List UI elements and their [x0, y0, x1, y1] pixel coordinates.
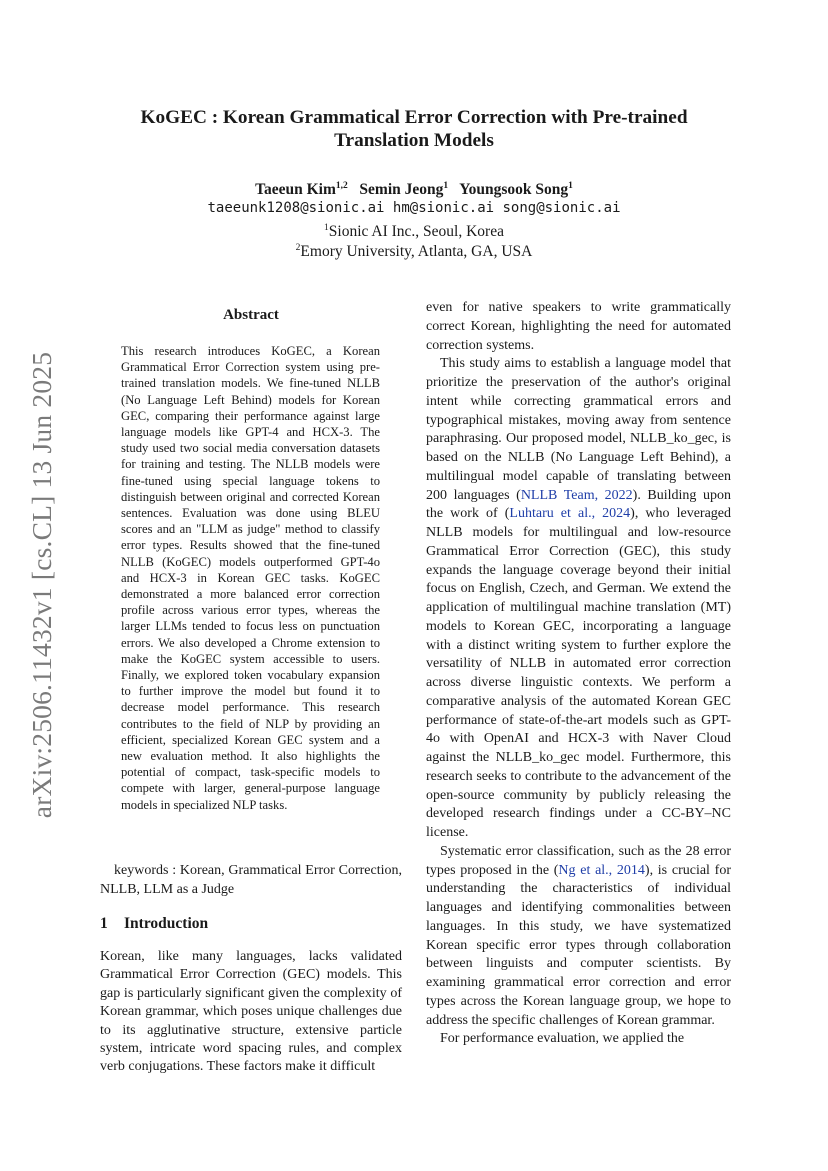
affil-mark: 1: [324, 223, 329, 233]
abstract-body: This research introduces KoGEC, a Korean Grammatical Error Correction system using pre-trained translation models. We fine-tuned NLLB (No Language Left Behind) models for Korean GEC, comparing their performance against large language models like GPT-4 and HCX-3. The study used two social media conversation datasets for training and testing. The NLLB models were fine-tuned using special language tokens to distinguish between original and corrected Korean sentences. Evaluation was done using BLEU scores and an "LLM as judge" method to classify error types. Results showed that the fine-tuned NLLB (KoGEC) models outperformed GPT-4o and HCX-3 in Korean GEC tasks. KoGEC demonstrated a more balanced error correction profile across various error types, whereas the larger LLMs tended to focus less on punctuation errors. We also developed a Chrome extension to make the KoGEC system accessible to users. Finally, we explored token vocabulary expansion to further improve the model but found it to decrease model performance. This research contributes to the field of NLP by providing an efficient, specialized Korean GEC system and a new evaluation method. It also highlights the potential of compact, task-specific models to compete with larger, general-purpose language models in specialized NLP tasks.: [121, 344, 380, 812]
right-column: [426, 299, 731, 1049]
intro-paragraph-left: Korean, like many languages, lacks validated Grammatical Error Correction (GEC) models. This gap is particularly significant given the complexity of Korean grammar, which poses unique challenges due to its agglutinative structure, extensive particle system, intricate word spacing rules, and complex verb conjugations. These factors make it difficult: [100, 949, 402, 1075]
affil-text: Emory University, Atlanta, GA, USA: [300, 243, 533, 261]
paragraph-text: ). Building upon the work of (: [426, 487, 731, 522]
author-name: Taeeun Kim: [255, 181, 336, 199]
citation-link[interactable]: NLLB Team, 2022: [520, 487, 633, 503]
keywords: keywords : Korean, Grammatical Error Correction, NLLB, LLM as a Judge: [100, 863, 402, 897]
section-number: 1: [100, 915, 108, 932]
intro-paragraph-2: [426, 355, 731, 843]
paragraph-text: This study aims to establish a language model that prioritize the preservation of the author's original intent while correcting grammatical errors and typographical mistakes, moving away from sentence paraphrasing. Our proposed model, NLLB_ko_gec, is based on the NLLB (No Language Left Behind), a multilingual model capable of translating between 200 languages (: [426, 356, 731, 503]
paper-title: [0, 106, 828, 152]
affil-mark: 2: [295, 243, 301, 253]
intro-paragraph-4: For performance evaluation, we applied the: [440, 1031, 685, 1047]
arxiv-identifier: [22, 345, 62, 825]
author-name: Youngsook Song: [459, 181, 569, 199]
author-affil-mark: 1,2: [335, 181, 348, 191]
author-list: [0, 176, 828, 200]
author-affil-mark: 1: [443, 181, 449, 191]
title-line-1: KoGEC : Korean Grammatical Error Correction with Pre-trained: [140, 107, 688, 128]
arxiv-identifier-text: arXiv:2506.11432v1 [cs.CL] 13 Jun 2025: [26, 351, 57, 819]
author-emails: taeeunk1208@sionic.ai hm@sionic.ai song@sionic.ai: [207, 200, 621, 216]
affil-text: Sionic AI Inc., Seoul, Korea: [328, 223, 504, 241]
author-name: Semin Jeong: [359, 181, 444, 199]
abstract-heading: Abstract: [223, 307, 279, 323]
section-title: Introduction: [124, 915, 209, 932]
paragraph-text: ), who leveraged NLLB models for multilingual and low-resource Grammatical Error Correction (GEC), this study expands the language coverage beyond their initial focus on English, Czech, and German. We extend the application of multilingual machine translation (MT) models to Korean GEC, incorporating a language with a distinct writing system to further explore the versatility of NLLB in automated error correction across diverse linguistic contexts. We perform a comparative analysis of the automated Korean GEC performance of state-of-the-art models such as GPT-4o with OpenAI and HCX-3 with Naver Cloud against the NLLB_ko_gec model. Furthermore, this research seeks to contribute to the advancement of the open-source community by publicly releasing the developed research findings under a CC-BY–NC license.: [426, 506, 731, 840]
section-heading-introduction: [100, 915, 208, 933]
author-affil-mark: 1: [568, 181, 573, 191]
citation-link[interactable]: Luhtaru et al., 2024: [509, 506, 631, 522]
affiliation-2: [0, 238, 828, 262]
paragraph-text: ), is crucial for understanding the characteristics of individual languages and identifying commonalities between languages. In this study, we have systematized Korean specific error types through collaboration between linguists and computer scientists. By examining grammatical error correction and error types across the Korean language group, we hope to address the specific challenges of Korean grammar.: [426, 862, 731, 1028]
paragraph-text: Systematic error classification, such as the 28 error types proposed in the (: [426, 843, 731, 878]
intro-paragraph-3: [426, 843, 731, 1031]
citation-link[interactable]: Ng et al., 2014: [558, 862, 645, 878]
intro-paragraph-continued: even for native speakers to write grammatically correct Korean, highlighting the need for automated correction systems.: [426, 300, 731, 353]
title-line-2: Translation Models: [334, 130, 494, 151]
